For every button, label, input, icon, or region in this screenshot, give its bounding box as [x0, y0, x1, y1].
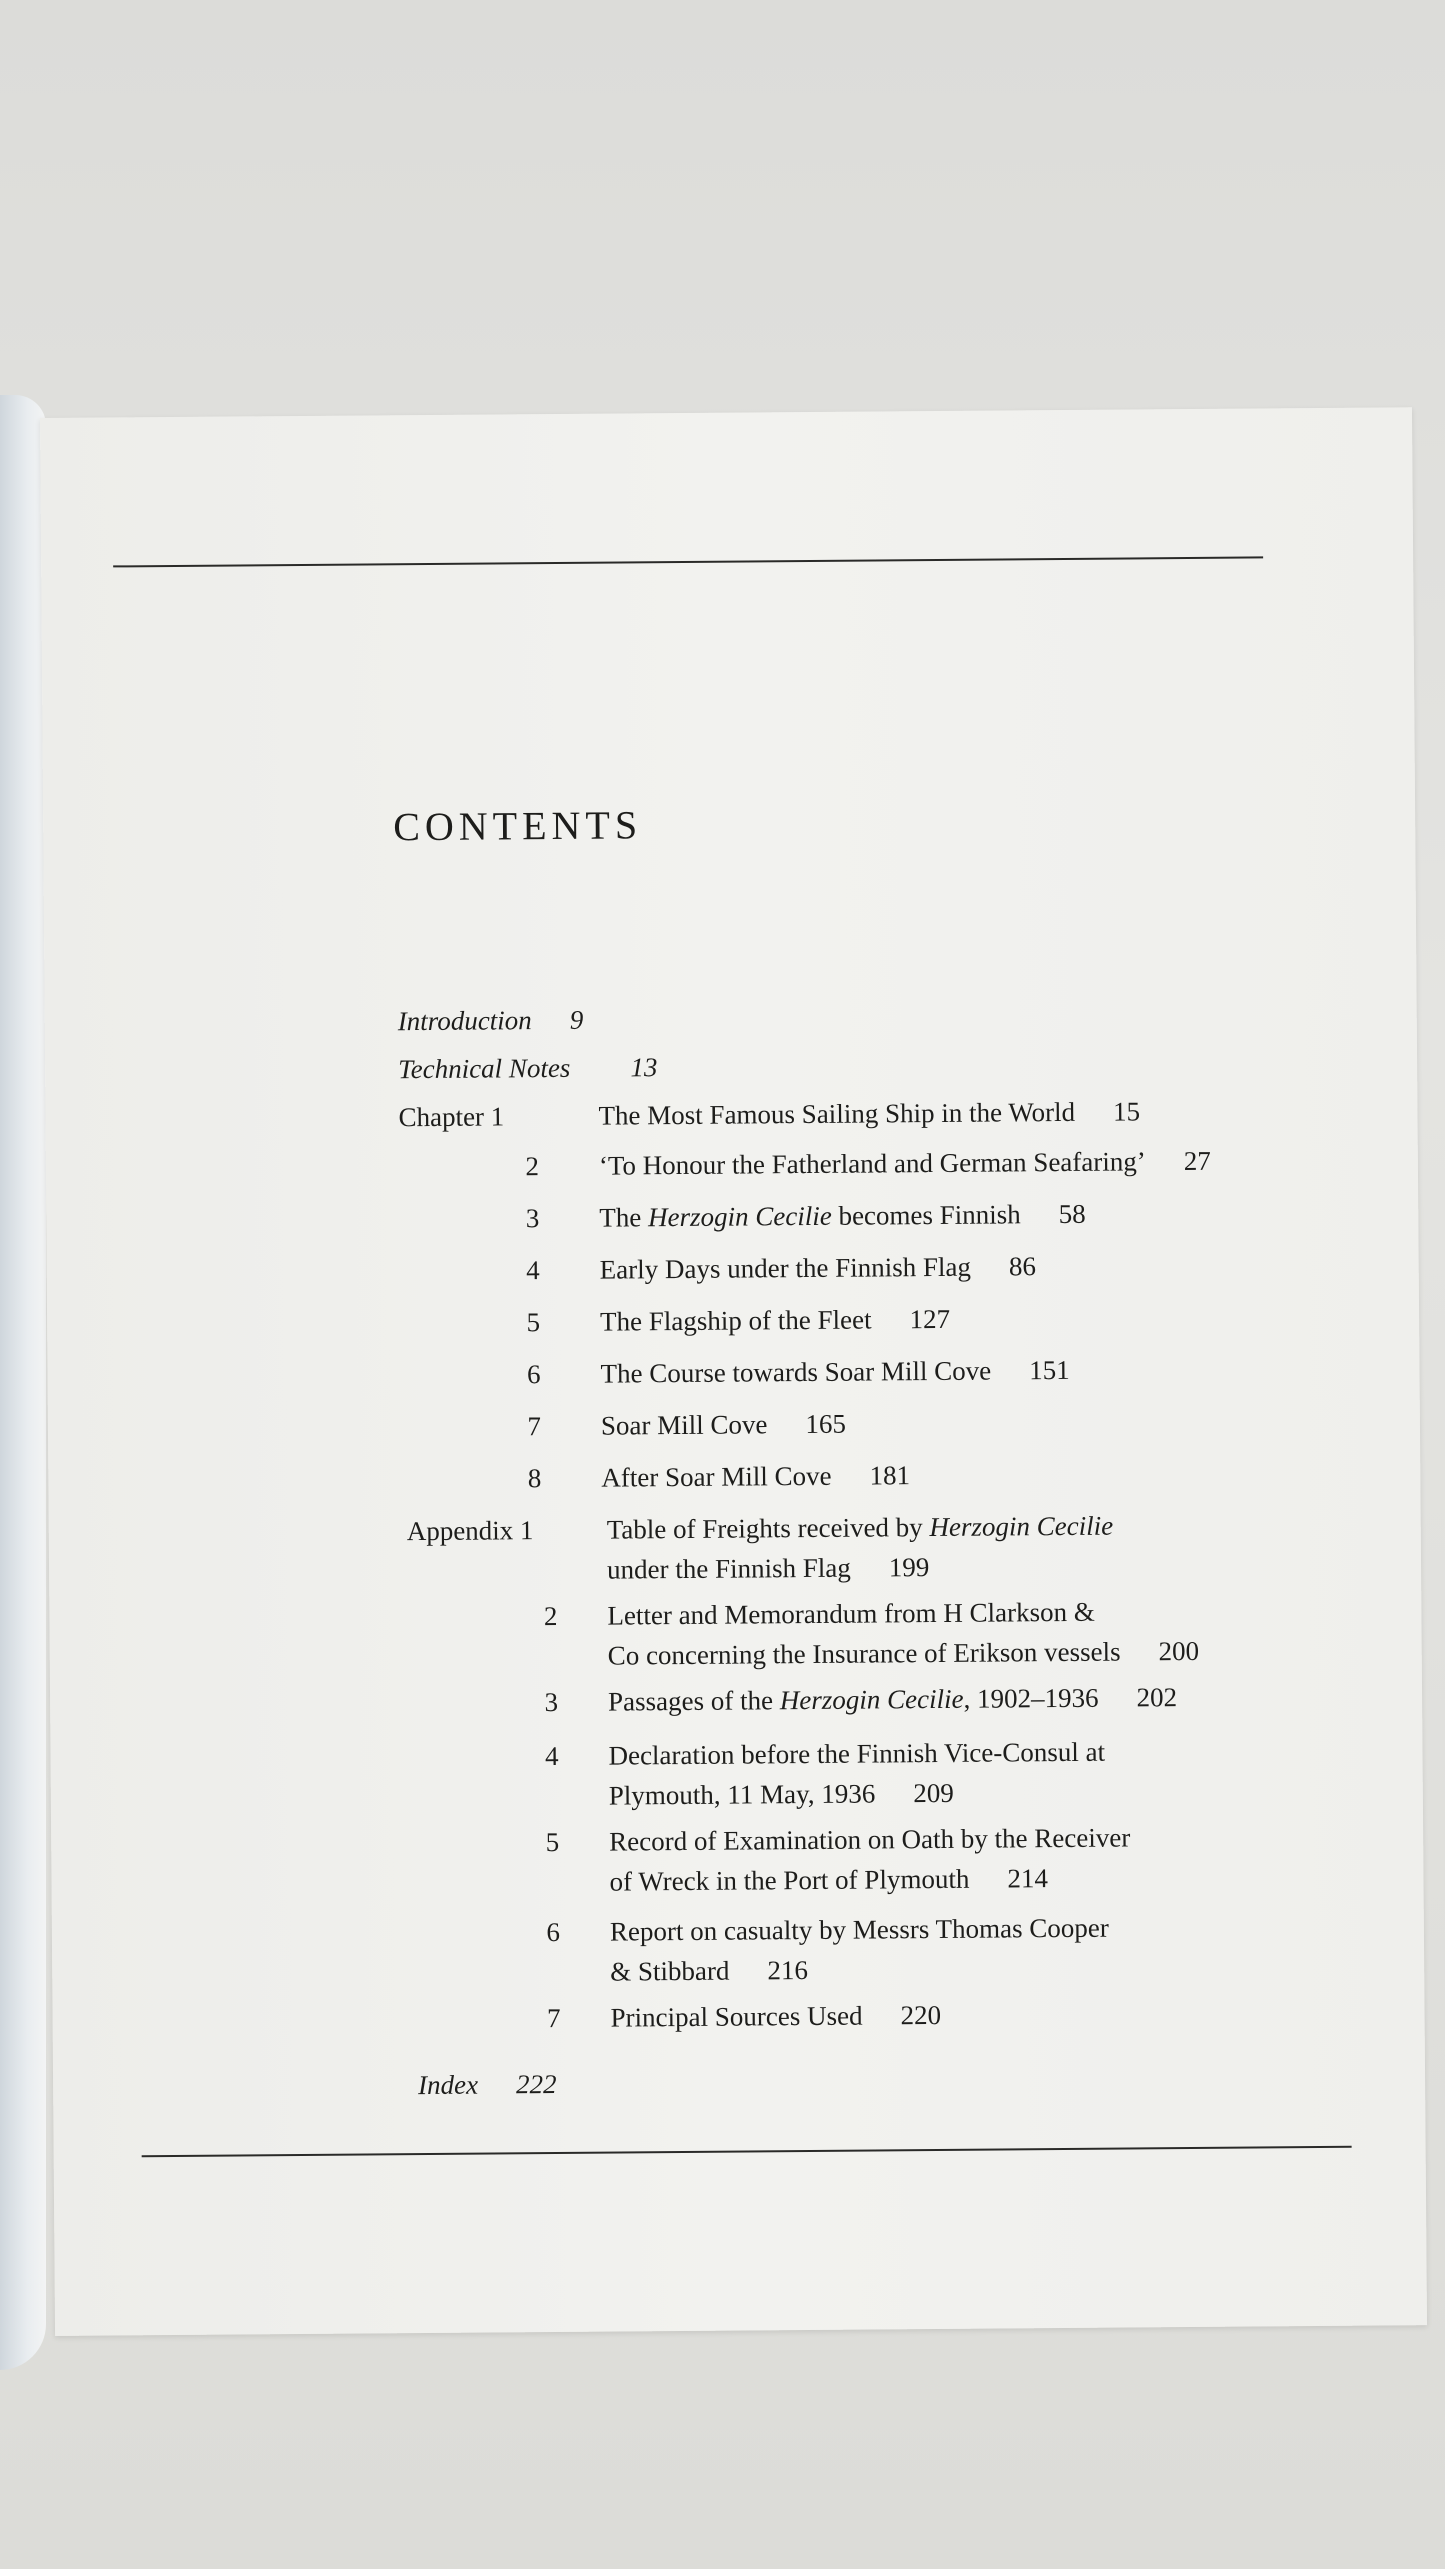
toc-title-post: becomes Finnish: [831, 1199, 1021, 1231]
toc-page: 220: [900, 1999, 942, 2031]
toc-entry: [607, 1591, 1199, 1676]
toc-entry: [598, 1091, 1140, 1135]
toc-page: 202: [1136, 1682, 1178, 1713]
toc-title-line1: Principal Sources Used: [610, 2000, 863, 2033]
chapter-number: 7: [527, 1411, 542, 1442]
toc-entry: [600, 1299, 950, 1342]
toc-title-post: , 1902–1936: [963, 1682, 1099, 1714]
toc-entry: [608, 1677, 1177, 1721]
toc-page: 222: [515, 2068, 557, 2100]
toc-title-line1: Declaration before the Finnish Vice-Consul at: [608, 1736, 1106, 1771]
toc-entry: [601, 1404, 846, 1446]
book-page: [40, 407, 1427, 2336]
appendix-number: 4: [544, 1740, 559, 1772]
chapter-number: 5: [526, 1307, 541, 1338]
toc-page: 86: [1008, 1251, 1037, 1282]
appendix-label: Appendix 1: [406, 1515, 534, 1547]
toc-title-italic: Herzogin Cecilie: [929, 1510, 1114, 1543]
toc-title-pre: Table of Freights received by: [606, 1512, 930, 1545]
toc-page: 209: [913, 1777, 954, 1809]
toc-appendix-1: [406, 1510, 1114, 1585]
toc-entry: [601, 1455, 910, 1497]
appendix-number: 7: [546, 2002, 561, 2034]
toc-page: 15: [1112, 1096, 1141, 1127]
chapter-number: 8: [527, 1463, 542, 1494]
toc-page: 13: [630, 1052, 658, 1083]
toc-entry: [610, 1995, 941, 2038]
toc-page: 199: [888, 1552, 930, 1583]
chapter-number: 4: [526, 1255, 540, 1286]
toc-title-italic: Herzogin Cecilie: [647, 1200, 832, 1233]
toc-entry: [599, 1141, 1211, 1186]
appendix-number: 3: [544, 1686, 559, 1718]
chapter-number: 6: [526, 1359, 541, 1390]
toc-chapter-1: [398, 1096, 1141, 1137]
toc-title-line2: & Stibbard: [610, 1955, 730, 1987]
toc-page: 214: [1007, 1863, 1048, 1894]
toc-title-line2: under the Finnish Flag: [606, 1552, 851, 1585]
toc-label: Index: [417, 2069, 479, 2101]
toc-title: The Course towards Soar Mill Cove: [600, 1355, 992, 1389]
toc-entry: [608, 1732, 1105, 1816]
toc-page: 216: [767, 1955, 809, 1986]
toc-label: Technical Notes: [398, 1052, 571, 1085]
toc-title: Early Days under the Finnish Flag: [599, 1251, 972, 1285]
toc-page: 151: [1029, 1354, 1070, 1386]
toc-page: 181: [869, 1460, 911, 1491]
toc-title-line2: Co concerning the Insurance of Erikson vessels: [607, 1636, 1121, 1671]
toc-introduction: [398, 1000, 584, 1041]
bottom-rule: [142, 2146, 1352, 2158]
toc-title-pre: Passages of the: [607, 1685, 780, 1717]
toc-page: 165: [805, 1408, 847, 1440]
toc-page: 9: [569, 1004, 584, 1035]
toc-title-pre: The: [599, 1202, 649, 1233]
toc-page: 58: [1058, 1198, 1086, 1230]
toc-title-line1: Record of Examination on Oath by the Receiver: [609, 1822, 1131, 1857]
toc-title-line2: Plymouth, 11 May, 1936: [608, 1778, 876, 1811]
page-title: CONTENTS: [393, 802, 643, 850]
toc-title: ‘To Honour the Fatherland and German Seafaring’: [598, 1146, 1146, 1181]
toc-entry: [599, 1194, 1086, 1238]
toc-title-line1: Report on casualty by Messrs Thomas Cooper: [609, 1912, 1109, 1947]
chapter-number: 3: [525, 1203, 540, 1234]
toc-page: 27: [1183, 1145, 1211, 1177]
appendix-number: 5: [545, 1826, 560, 1858]
appendix-number: 6: [546, 1916, 561, 1948]
toc-title-line1: Letter and Memorandum from H Clarkson &: [607, 1596, 1095, 1631]
toc-label: Introduction: [397, 1005, 532, 1037]
chapter-label: Chapter 1: [398, 1101, 505, 1133]
toc-entry: [600, 1350, 1070, 1394]
toc-index: [418, 2064, 557, 2105]
toc-entry: [600, 1246, 1037, 1289]
toc-entry: [609, 1817, 1131, 1901]
toc-page: 200: [1158, 1635, 1200, 1667]
toc-entry: [607, 1506, 1114, 1590]
top-rule: [113, 556, 1263, 567]
toc-title: After Soar Mill Cove: [601, 1460, 832, 1493]
toc-title: The Most Famous Sailing Ship in the World: [598, 1096, 1076, 1131]
book-spine-edge: [0, 395, 46, 2370]
toc-page: 127: [909, 1303, 951, 1335]
toc-entry: [610, 1908, 1110, 1992]
toc-title: The Flagship of the Fleet: [599, 1304, 872, 1337]
toc-title-line2: of Wreck in the Port of Plymouth: [609, 1863, 970, 1897]
chapter-number: 2: [525, 1151, 540, 1182]
appendix-number: 2: [543, 1600, 558, 1632]
toc-title-italic: Herzogin Cecilie: [779, 1683, 964, 1716]
toc-title: Soar Mill Cove: [600, 1409, 768, 1441]
toc-technical-notes: [398, 1047, 658, 1089]
